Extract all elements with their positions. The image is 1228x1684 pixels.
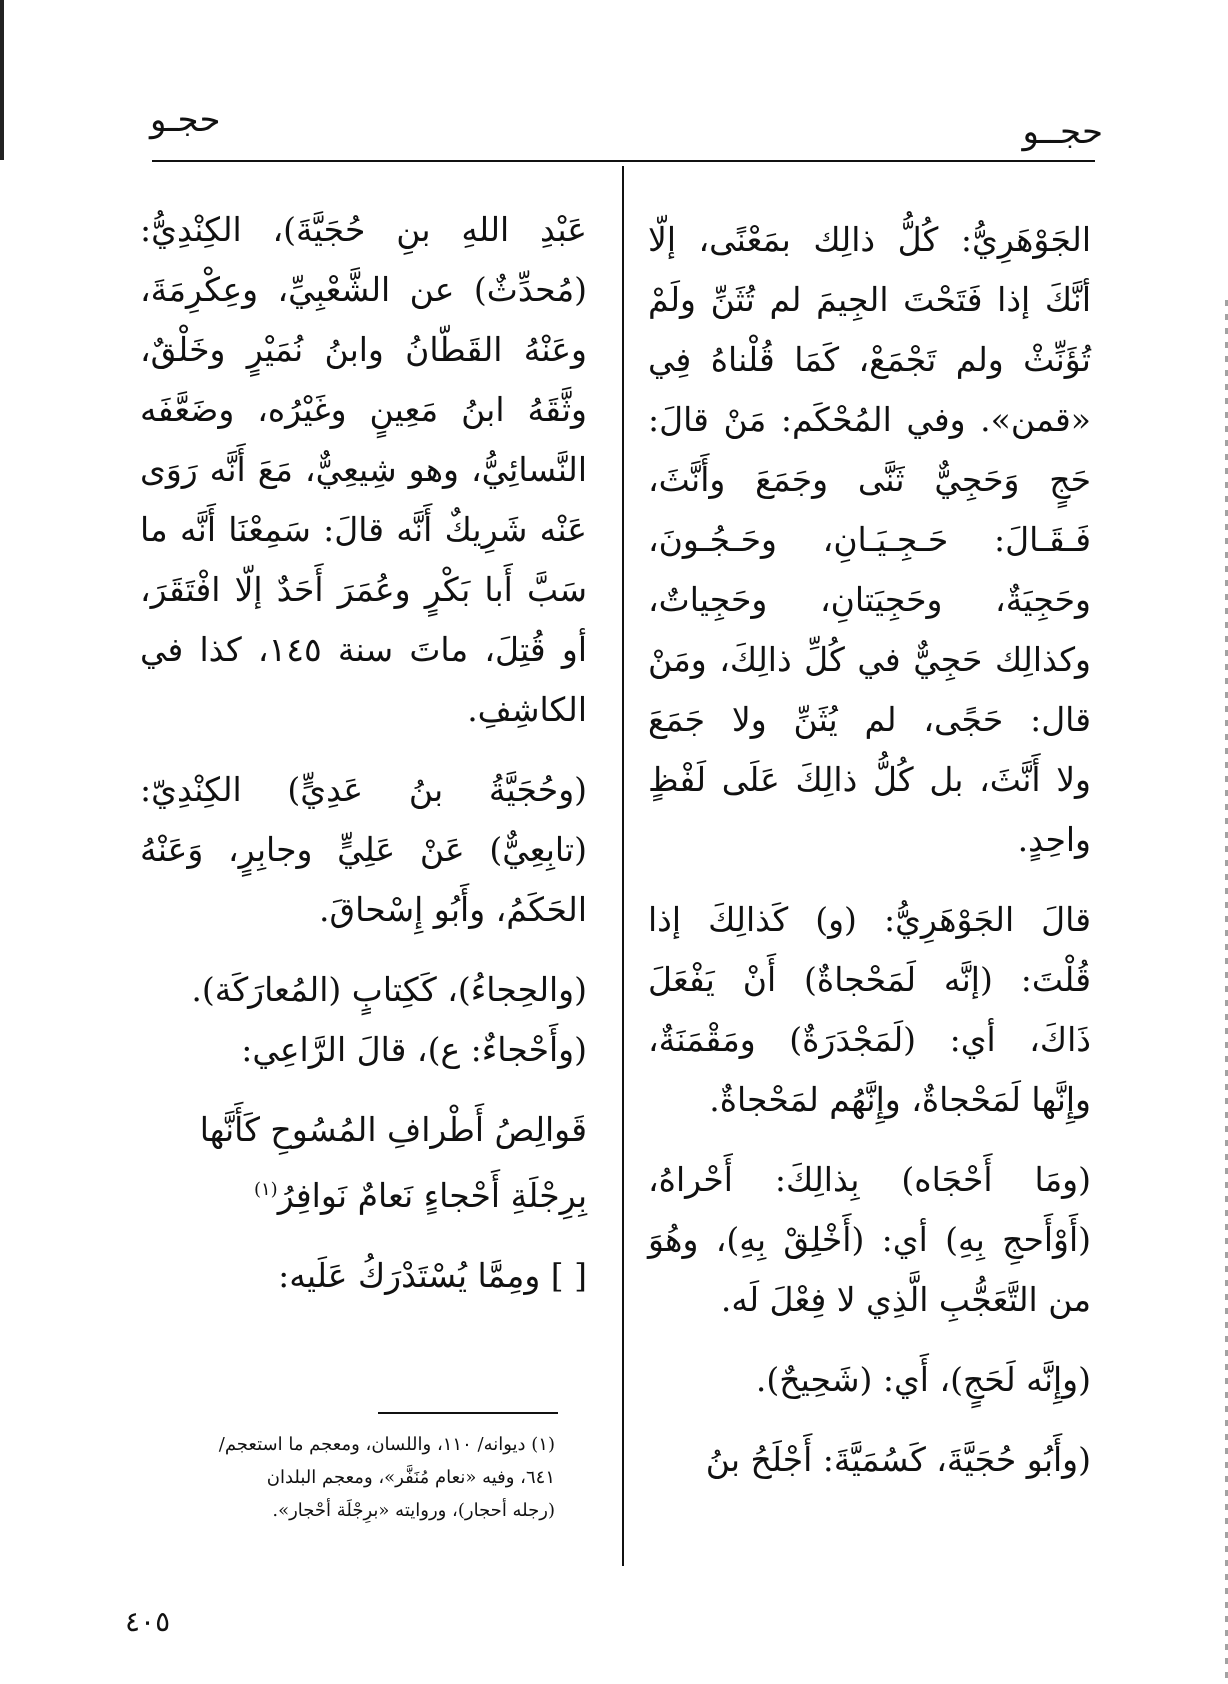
text-line: (وأَبُو حُجَيَّةَ، كَسُمَيَّةَ: أَجْلَحُ بنُ [705, 1440, 1091, 1479]
text-line: ولا أَنَّثَ، بل كُلُّ ذالِكَ عَلَى لَفْظٍ [648, 760, 1091, 799]
text-line: (والحِجاءُ)، كَكِتابٍ (المُعارَكَة). [191, 970, 587, 1009]
text-line: واحِدٍ. [1017, 820, 1091, 859]
text-line: حَجٍ وَحَجِيٌّ ثَنَّى وجَمَعَ وأَنَّثَ، [648, 460, 1091, 499]
footnote-marker: (١) [253, 1179, 278, 1200]
paragraph [140, 1246, 587, 1306]
text-line: قال: حَجًى، لم يُثَنِّ ولا جَمَعَ [648, 700, 1091, 739]
running-header-left: حجـو [150, 100, 221, 140]
paragraph [648, 1430, 1091, 1490]
paragraph [648, 210, 1091, 870]
text-line: (أَوْأَحجِ بِهِ) أي: (أَخْلِقْ بِهِ)، وهُوَ [648, 1220, 1091, 1259]
text-line: فَـقَـالَ: حَـجِـيَـانِ، وحَـجُـونَ، [648, 520, 1091, 559]
verse-line: قَوالِصُ أَطْرافِ المُسُوحِ كَأَنَّها [199, 1110, 587, 1149]
text-line: الحَكَمُ، وأَبُو إِسْحاقَ. [319, 890, 587, 929]
poetry-verse [140, 1100, 587, 1226]
text-line: (تابِعِيٌّ) عَنْ عَلِيٍّ وجابِرٍ، وَعَنْهُ [140, 830, 587, 869]
text-line: [ ] ومِمَّا يُسْتَدْرَكُ عَلَيه: [278, 1256, 587, 1295]
text-line: (وأَحْجاءٌ: ع)، قالَ الرَّاعِي: [241, 1030, 587, 1069]
text-line: تُؤَنِّثْ ولم تَجْمَعْ، كَمَا قُلْناهُ فِي [648, 340, 1091, 379]
paragraph [140, 760, 587, 940]
text-line: وكذالِك حَجِيٌّ في كُلِّ ذالِكَ، ومَنْ [648, 640, 1091, 679]
text-line: «قمن». وفي المُحْكَم: مَنْ قالَ: [648, 400, 1091, 439]
right-column [648, 210, 1091, 1510]
text-line: عَبْدِ اللهِ بنِ حُجَيَّةَ)، الكِنْدِيُّ: [140, 210, 587, 249]
text-line: (وإِنَّه لَحَجٍ)، أَي: (شَحِيحٌ). [755, 1360, 1091, 1399]
left-column [140, 200, 587, 1326]
text-line: (وحُجَيَّةُ بنُ عَدِيٍّ) الكِنْدِيّ: [140, 770, 587, 809]
text-line: الجَوْهَرِيُّ: كُلُّ ذالِك بمَعْنًى، إلّا [648, 220, 1091, 259]
text-line: قُلْتَ: (إنَّه لَمَحْجاةٌ) أَنْ يَفْعَلَ [648, 960, 1091, 999]
text-line: (ومَا أَحْجَاه) بِذالِكَ: أَحْراهُ، [648, 1160, 1091, 1199]
paragraph [140, 200, 587, 740]
running-header-right: حجــو [1022, 112, 1103, 152]
text-line: وثَّقَهُ ابنُ مَعِينٍ وغَيْرُه، وضَعَّفَه [140, 390, 587, 429]
page-number: ٤٠٥ [125, 1605, 171, 1638]
footnote-line: (١) ديوانه/ ١١٠، واللسان، ومعجم ما استعجم/ [218, 1434, 555, 1455]
text-line: النَّسائِيُّ، وهو شِيعِيٌّ، مَعَ أَنَّه رَوَى [140, 450, 587, 489]
text-line: ذَاكَ، أي: (لَمَجْدَرَةٌ) ومَقْمَنَةٌ، [648, 1020, 1091, 1059]
paragraph [140, 960, 587, 1080]
text-line: عَنْه شَرِيكٌ أَنَّه قالَ: سَمِعْنَا أَنَّه ما [140, 510, 587, 549]
text-line: (مُحدِّثٌ) عن الشَّعْبِيِّ، وعِكْرِمَةَ، [140, 270, 587, 309]
verse-text: بِرِجْلَةِ أَحْجاءٍ نَعامٌ نَوافِرُ [277, 1176, 587, 1215]
text-line: سَبَّ أَبا بَكْرٍ وعُمَرَ أَحَدٌ إلّا افْتَقَرَ، [140, 570, 587, 609]
verse-line [140, 1160, 587, 1226]
text-line: الكاشِفِ. [467, 690, 587, 729]
header-rule [152, 160, 1095, 162]
footnote-rule [378, 1412, 558, 1414]
paragraph [648, 1150, 1091, 1330]
text-line: وإِنَّها لَمَحْجاةٌ، وإِنَّهُم لمَحْجاةٌ. [709, 1080, 1091, 1119]
text-line: وحَجِيَةٌ، وحَجِيَتانِ، وحَجِياتٌ، [648, 580, 1091, 619]
text-line: أو قُتِلَ، ماتَ سنة ١٤٥، كذا في [140, 630, 587, 669]
footnotes [135, 1428, 555, 1527]
text-line: من التَّعَجُّبِ الَّذِي لا فِعْلَ لَه. [720, 1280, 1091, 1319]
column-divider [622, 166, 624, 1566]
text-line: قالَ الجَوْهَرِيُّ: (و) كَذالِكَ إذا [648, 900, 1091, 939]
scan-edge [0, 0, 4, 160]
paragraph [648, 890, 1091, 1130]
text-line: وعَنْهُ القَطّانُ وابنُ نُمَيْرٍ وخَلْقٌ، [140, 330, 587, 369]
footnote-line: (رجله أحجار)، وروايته «برِجْلَة أحْجار». [272, 1500, 555, 1521]
footnote-line: ٦٤١، وفيه «نعام مُنَفَّر»، ومعجم البلدان [266, 1467, 555, 1488]
paragraph [648, 1350, 1091, 1410]
text-line: أنَّكَ إذا فَتَحْتَ الجِيمَ لم تُثَنِّ ولَمْ [648, 280, 1091, 319]
